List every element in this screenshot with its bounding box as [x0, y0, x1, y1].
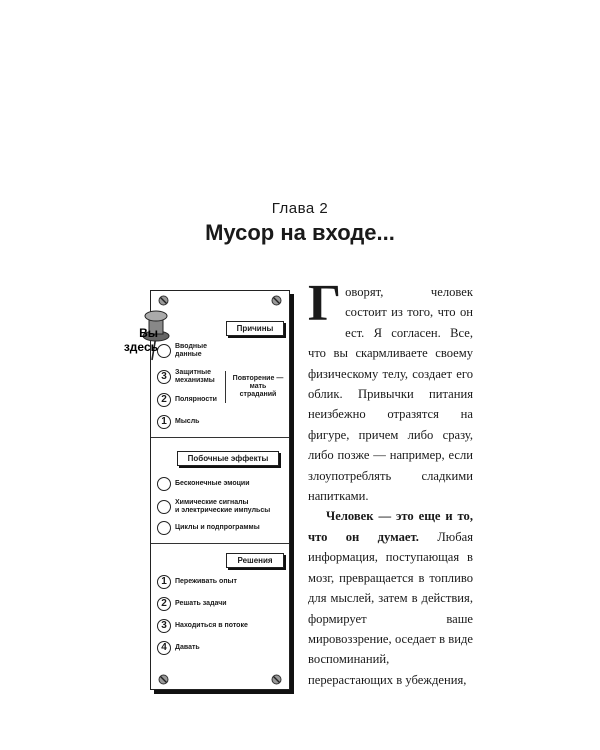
item-circle: 2: [157, 393, 171, 407]
solutions-item-1: [157, 575, 237, 589]
screw-icon: [158, 295, 169, 306]
item-label: Бесконечные эмоции: [175, 480, 250, 487]
item-label: Решать задачи: [175, 600, 227, 607]
item-label: Мысль: [175, 418, 200, 425]
paragraph-text: оворят, человек состоит из того, что он ест. Я согласен. Все, что вы скармливаете своему физическому телу, создает его облик. Привычки питания неизбежно отразятся на фигуре, причем либо сразу, либо позже — например, если злоупотреблять сладкими напитками.: [308, 285, 473, 504]
bracket-line: Повторение —: [232, 375, 284, 382]
causes-tag: Причины: [226, 321, 284, 336]
item-label: механизмы: [175, 377, 215, 384]
item-label: Находиться в потоке: [175, 622, 248, 629]
section-divider: [151, 437, 289, 438]
you-are-here-label: [106, 326, 158, 354]
causes-item-thought: [157, 415, 199, 429]
item-label: и электрические импульсы: [175, 507, 271, 514]
effects-item-emotions: [157, 477, 250, 491]
chapter-label: Глава 2: [271, 200, 329, 217]
item-label: данные: [175, 351, 202, 358]
screw-icon: [158, 674, 169, 685]
item-circle: 2: [157, 597, 171, 611]
item-circle: [157, 500, 171, 514]
item-label: Вводные: [175, 343, 207, 350]
item-circle: 3: [157, 619, 171, 633]
item-label: Переживать опыт: [175, 578, 237, 585]
item-circle: 3: [157, 370, 171, 384]
causes-item-defense: [157, 369, 215, 385]
bracket-line: мать: [249, 383, 267, 390]
item-circle: [157, 521, 171, 535]
item-circle: 4: [157, 641, 171, 655]
solutions-item-2: [157, 597, 227, 611]
paragraph-text: Любая информация, поступающая в мозг, превращается в топливо для мыслей, затем в действия, формирует ваше мировоззрение, оседает в виде воспоминаний, перерастающих в убеждения,: [308, 529, 473, 687]
item-label: Защитные: [175, 369, 212, 376]
pin-line: здесь: [123, 340, 158, 354]
screw-icon: [271, 674, 282, 685]
body-text: [308, 275, 473, 690]
solutions-tag: Решения: [226, 553, 284, 568]
section-divider: [151, 543, 289, 544]
item-label: Химические сигналы: [175, 499, 249, 506]
item-circle: 1: [157, 575, 171, 589]
pin-line: Вы: [139, 326, 158, 340]
solutions-item-4: [157, 641, 200, 655]
repetition-label: [229, 375, 287, 399]
item-circle: 1: [157, 415, 171, 429]
repetition-bracket: [225, 371, 226, 403]
causes-item-polarity: [157, 393, 217, 407]
chapter-title: Мусор на входе...: [205, 220, 395, 245]
item-label: Полярности: [175, 396, 217, 403]
item-label: Давать: [175, 644, 200, 651]
item-circle: [157, 477, 171, 491]
drop-cap: Г: [308, 275, 342, 332]
item-label: Циклы и подпрограммы: [175, 524, 260, 531]
bracket-line: страданий: [239, 391, 277, 398]
screw-icon: [271, 295, 282, 306]
effects-item-cycles: [157, 521, 260, 535]
solutions-item-3: [157, 619, 248, 633]
effects-item-signals: [157, 499, 270, 515]
effects-tag: Побочные эффекты: [177, 451, 279, 466]
paragraph-1: [308, 275, 473, 506]
bold-phrase: Человек — это еще и то, что он думает.: [308, 509, 473, 544]
paragraph-2: [308, 506, 473, 690]
